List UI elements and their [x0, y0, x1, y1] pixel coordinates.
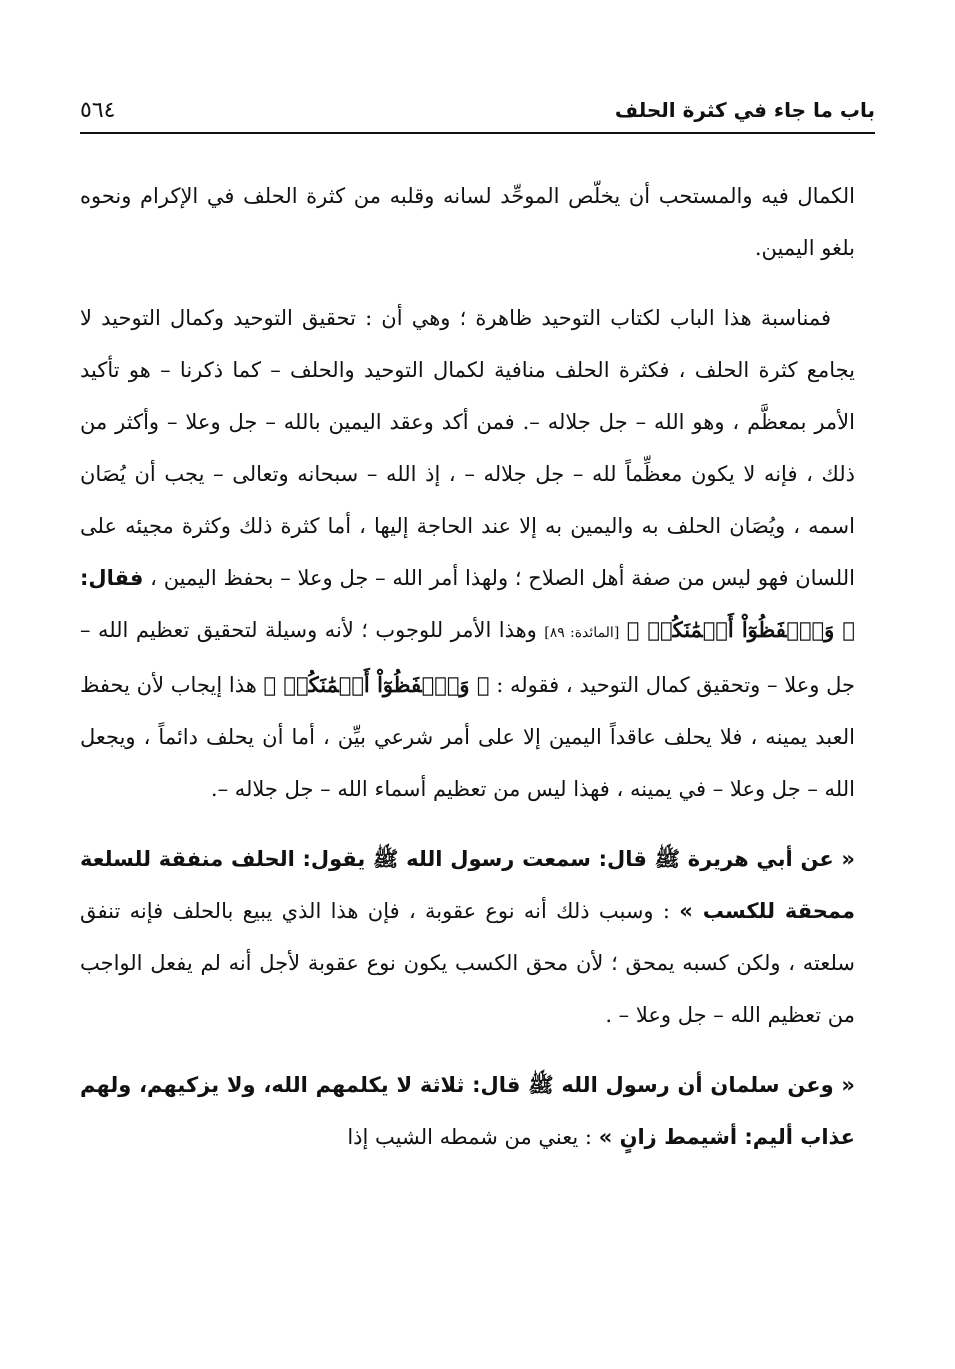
page-number: ٥٦٤	[80, 97, 116, 123]
paragraph-3-text: : وسبب ذلك أنه نوع عقوبة ، فإن هذا الذي يبيع بالحلف فإنه تنفق سلعته ، ولكن كسبه يمحق ؛ لأن محق الكسب يكون نوع عقوبة لأجل أنه لم يفعل الواجب من تعظيم الله – جل وعلا – .	[80, 899, 855, 1027]
paragraph-2-text-a: فمناسبة هذا الباب لكتاب التوحيد ظاهرة ؛ وهي أن : تحقيق التوحيد وكمال التوحيد لا يجامع كثرة الحلف ، فكثرة الحلف منافية لكمال التوحيد والحلف – كما ذكرنا – هو تأكيد الأمر بمعظَّم ، وهو الله – جل جلاله –. فمن أكد وعقد اليمين بالله – جل وعلا – وأكثر من ذلك ، فإنه لا يكون معظِّماً لله – جل جلاله – ، إذ الله – سبحانه وتعالى – يجب أن يُصَان اسمه ، ويُصَان الحلف به واليمين به إلا عند الحاجة إليها ، أما كثرة ذلك وكثرة مجيئه على اللسان فهو ليس من صفة أهل الصلاح ؛ ولهذا أمر الله – جل وعلا – بحفظ اليمين ،	[80, 306, 855, 590]
chapter-title: باب ما جاء في كثرة الحلف	[614, 98, 875, 122]
running-header	[80, 88, 875, 134]
quran-verse-2: ﴿ وَٱحۡفَظُوٓاْ أَيۡمَٰنَكُمۡ ﴾	[263, 672, 490, 697]
qal-label: فقال:	[80, 566, 144, 590]
paragraph-1-text: الكمال فيه والمستحب أن يخلّص الموحِّد لسانه وقلبه من كثرة الحلف في الإكرام ونحوه بلغو اليمين.	[80, 184, 855, 260]
paragraph-2	[80, 292, 855, 815]
paragraph-2-text-b: وهذا الأمر للوجوب ؛ لأنه وسيلة لتحقيق تعظيم الله – جل وعلا – وتحقيق كمال التوحيد ، فقوله :	[80, 618, 855, 697]
paragraph-1	[80, 170, 855, 274]
body-text	[80, 170, 855, 1181]
quran-verse-1: ﴿ وَٱحۡفَظُوٓاْ أَيۡمَٰنَكُمۡ ﴾	[626, 617, 855, 642]
verse-reference: [المائدة: ٨٩]	[544, 625, 620, 641]
hadith-abu-hurairah: « عن أبي هريرة ﷺ قال: سمعت رسول الله ﷺ يقول: الحلف منفقة للسلعة ممحقة للكسب »	[80, 847, 855, 923]
paragraph-4	[80, 1059, 855, 1163]
hadith-salman: « وعن سلمان أن رسول الله ﷺ قال: ثلاثة لا يكلمهم الله، ولا يزكيهم، ولهم عذاب أليم: أشيمط زانٍ »	[80, 1073, 855, 1149]
paragraph-4-text: : يعني من شمطه الشيب إذا	[347, 1125, 592, 1149]
paragraph-2-text-c: هذا إيجاب لأن يحفظ العبد يمينه ، فلا يحلف عاقداً اليمين إلا على أمر شرعي بيِّن ، أما أن يحلف دائماً ، ويجعل الله – جل وعلا – في يمينه ، فهذا ليس من تعظيم أسماء الله – جل جلاله –.	[80, 673, 855, 801]
paragraph-3	[80, 833, 855, 1041]
